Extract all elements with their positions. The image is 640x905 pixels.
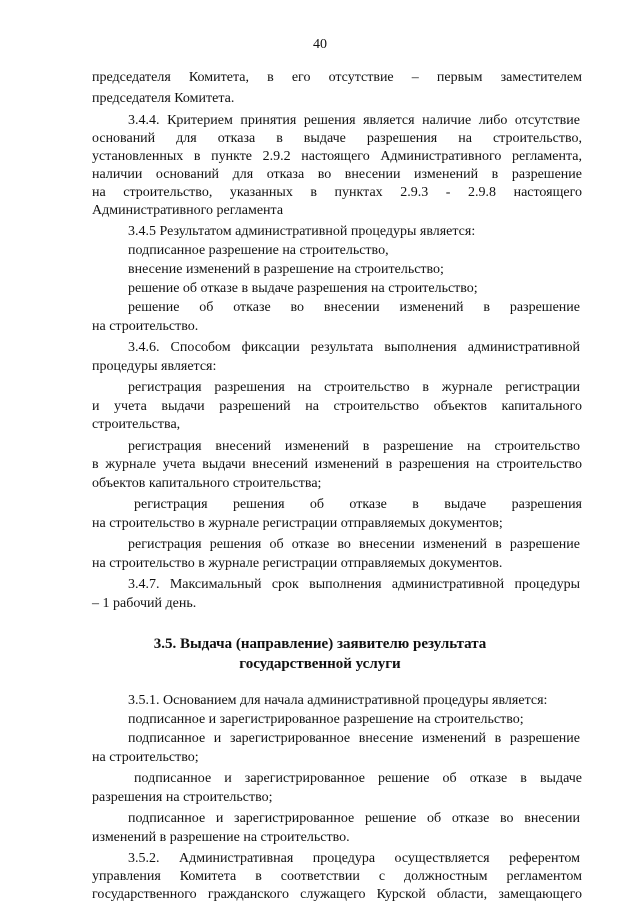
text-line: строительства,	[92, 417, 181, 432]
text-line: подписанное и зарегистрированное внесение изменений в разрешение	[128, 731, 580, 746]
text-line: 3.5.1. Основанием для начала административной процедуры является:	[128, 693, 548, 708]
text-line: оснований для отказа в выдаче разрешения на строительство,	[92, 131, 582, 146]
text-line: на строительство;	[92, 750, 199, 765]
text-line: 3.4.4. Критерием принятия решения является наличие либо отсутствие	[128, 113, 580, 128]
text-line: на строительство в журнале регистрации отправляемых документов;	[92, 516, 503, 531]
text-line: 3.4.5 Результатом административной процедуры является:	[128, 224, 476, 239]
text-line: – 1 рабочий день.	[92, 596, 197, 611]
text-line: регистрация внесений изменений в разрешение на строительство	[128, 439, 580, 454]
text-line: 3.4.6. Способом фиксации результата выполнения административной	[128, 340, 580, 355]
text-line: государственного гражданского служащего Курской области, замещающего	[92, 887, 582, 902]
text-line: в журнале учета выдачи внесений изменений в разрешения на строительство	[92, 457, 582, 472]
text-line: подписанное и зарегистрированное решение об отказе во внесении	[128, 811, 580, 826]
text-line: процедуры является:	[92, 359, 217, 374]
text-line: наличии оснований для отказа во внесении изменений в разрешение	[92, 167, 582, 182]
text-line: внесение изменений в разрешение на строительство;	[128, 262, 444, 277]
text-line: на строительство в журнале регистрации отправляемых документов.	[92, 556, 503, 571]
text-line: председателя Комитета.	[92, 91, 235, 106]
text-line: изменений в разрешение на строительство.	[92, 830, 350, 845]
text-line: 3.5.2. Административная процедура осуществляется референтом	[128, 851, 580, 866]
text-line: 3.4.7. Максимальный срок выполнения административной процедуры	[128, 577, 580, 592]
page-number: 40	[313, 37, 327, 52]
section-heading: 3.5. Выдача (направление) заявителю результата	[153, 636, 487, 652]
text-line: регистрация решения об отказе во внесении изменений в разрешение	[128, 537, 580, 552]
text-line: председателя Комитета, в его отсутствие – первым заместителем	[92, 70, 582, 85]
text-line: установленных в пункте 2.9.2 настоящего Административного регламента,	[92, 149, 582, 164]
text-line: и учета выдачи разрешений на строительство объектов капитального	[92, 399, 582, 414]
text-line: регистрация решения об отказе в выдаче разрешения	[134, 497, 582, 512]
text-line: на строительство.	[92, 319, 199, 334]
text-line: подписанное и зарегистрированное разрешение на строительство;	[128, 712, 524, 727]
text-line: разрешения на строительство;	[92, 790, 273, 805]
text-line: на строительство, указанных в пунктах 2.9.3 - 2.9.8 настоящего	[92, 185, 582, 200]
text-line: объектов капитального строительства;	[92, 476, 322, 491]
text-line: подписанное разрешение на строительство,	[128, 243, 389, 258]
text-line: Административного регламента	[92, 203, 284, 218]
text-line: подписанное и зарегистрированное решение об отказе в выдаче	[134, 771, 582, 786]
section-heading: государственной услуги	[239, 656, 401, 672]
text-line: решение об отказе во внесении изменений в разрешение	[128, 300, 580, 315]
text-line: решение об отказе в выдаче разрешения на строительство;	[128, 281, 478, 296]
text-line: управления Комитета в соответствии с должностным регламентом	[92, 869, 582, 884]
text-line: регистрация разрешения на строительство в журнале регистрации	[128, 380, 580, 395]
